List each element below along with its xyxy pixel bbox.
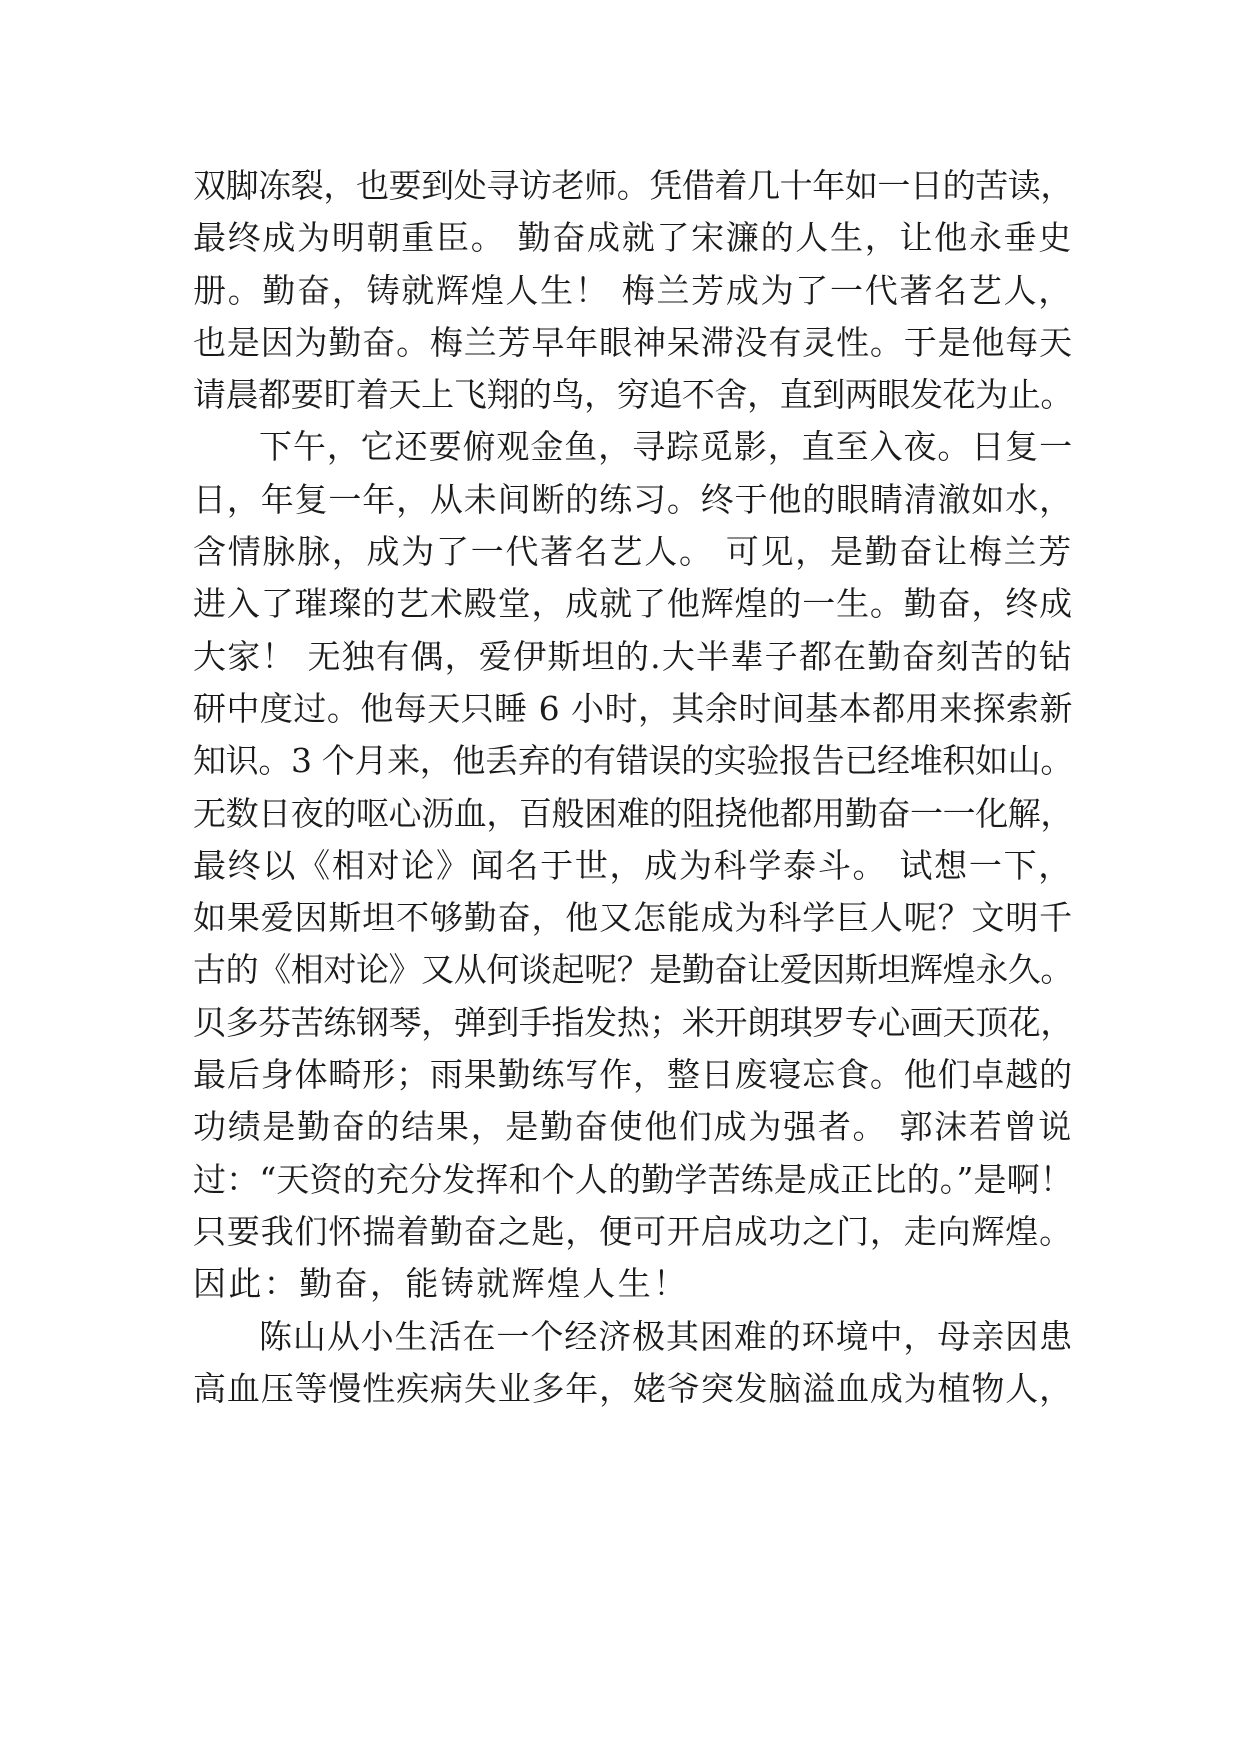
text-line: 知识。3 个月来，他丢弃的有错误的实验报告已经堆积如山。 xyxy=(193,741,1073,781)
text-line: 册。勤奋，铸就辉煌人生！ 梅兰芳成为了一代著名艺人， xyxy=(193,270,1073,310)
text-line: 进入了璀璨的艺术殿堂，成就了他辉煌的一生。勤奋，终成 xyxy=(193,584,1073,624)
text-line: 最终以《相对论》闻名于世，成为科学泰斗。 试想一下， xyxy=(193,845,1073,885)
paragraph-first-line: 陈山从小生活在一个经济极其困难的环境中，母亲因患 xyxy=(259,1316,1073,1356)
essay-body xyxy=(193,160,1073,1415)
text-line: 贝多芬苦练钢琴，弹到手指发热；米开朗琪罗专心画天顶花， xyxy=(193,1002,1073,1042)
text-line: 双脚冻裂，也要到处寻访老师。凭借着几十年如一日的苦读， xyxy=(193,166,1073,205)
text-line: 高血压等慢性疾病失业多年，姥爷突发脑溢血成为植物人， xyxy=(193,1368,1073,1408)
text-line: 日，年复一年，从未间断的练习。终于他的眼睛清澈如水， xyxy=(193,479,1073,519)
text-line: 因此：勤奋，能铸就辉煌人生！ xyxy=(193,1264,689,1304)
text-line: 过：“天资的充分发挥和个人的勤学苦练是成正比的。”是啊！ xyxy=(193,1159,1073,1199)
text-line: 最后身体畸形；雨果勤练写作，整日废寝忘食。他们卓越的 xyxy=(193,1055,1073,1095)
text-line: 也是因为勤奋。梅兰芳早年眼神呆滞没有灵性。于是他每天 xyxy=(193,322,1073,362)
paragraph-first-line: 下午，它还要俯观金鱼，寻踪觅影，直至入夜。日复一 xyxy=(259,427,1073,467)
text-line: 大家！ 无独有偶，爱伊斯坦的.大半辈子都在勤奋刻苦的钻 xyxy=(193,636,1073,676)
text-line: 功绩是勤奋的结果，是勤奋使他们成为强者。 郭沫若曾说 xyxy=(193,1107,1073,1147)
text-line: 古的《相对论》又从何谈起呢？是勤奋让爱因斯坦辉煌永久。 xyxy=(193,950,1073,990)
text-line: 如果爱因斯坦不够勤奋，他又怎能成为科学巨人呢？文明千 xyxy=(193,898,1073,938)
text-line: 含情脉脉，成为了一代著名艺人。 可见，是勤奋让梅兰芳 xyxy=(193,532,1073,572)
text-line: 最终成为明朝重臣。 勤奋成就了宋濂的人生，让他永垂史 xyxy=(193,218,1073,258)
text-line: 只要我们怀揣着勤奋之匙，便可开启成功之门，走向辉煌。 xyxy=(193,1211,1073,1251)
text-line: 请晨都要盯着天上飞翔的鸟，穷追不舍，直到两眼发花为止。 xyxy=(193,375,1073,415)
text-line: 研中度过。他每天只睡 6 小时，其余时间基本都用来探索新 xyxy=(193,688,1073,728)
text-line: 无数日夜的呕心沥血，百般困难的阻挠他都用勤奋一一化解， xyxy=(193,793,1073,833)
